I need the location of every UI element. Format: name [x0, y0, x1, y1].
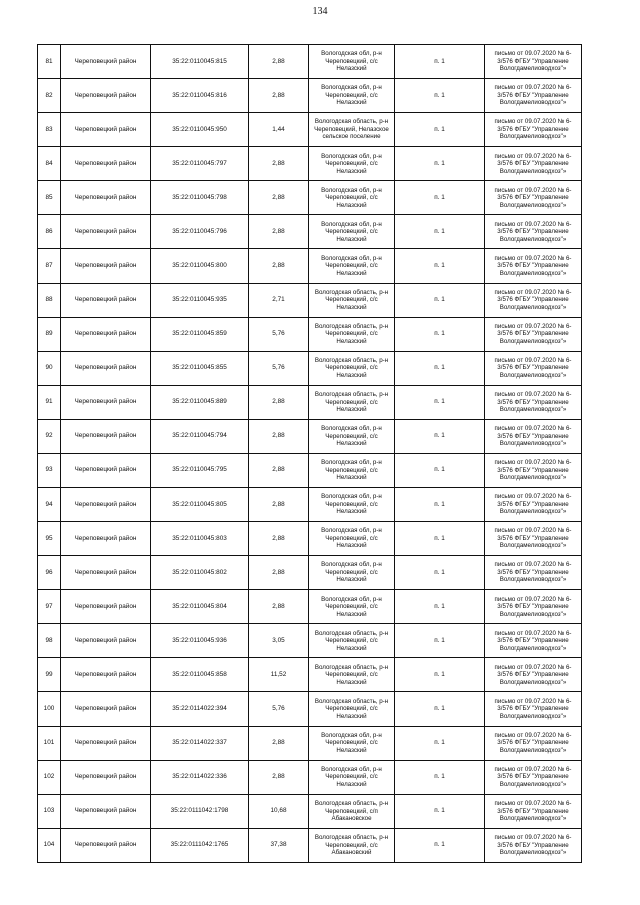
reference-letter-cell: письмо от 09.07.2020 № 6-3/576 ФГБУ "Управление Вологдамелиоводхоз"»	[485, 385, 582, 419]
reference-letter-cell: письмо от 09.07.2020 № 6-3/576 ФГБУ "Управление Вологдамелиоводхоз"»	[485, 828, 582, 862]
reference-letter-cell: письмо от 09.07.2020 № 6-3/576 ФГБУ "Управление Вологдамелиоводхоз"»	[485, 351, 582, 385]
district-cell: Череповецкий район	[61, 351, 151, 385]
district-cell: Череповецкий район	[61, 283, 151, 317]
area-cell: 2,88	[249, 488, 309, 522]
item-cell: п. 1	[395, 419, 485, 453]
row-number-cell: 86	[38, 215, 61, 249]
item-cell: п. 1	[395, 488, 485, 522]
item-cell: п. 1	[395, 590, 485, 624]
item-cell: п. 1	[395, 45, 485, 79]
reference-letter-cell: письмо от 09.07.2020 № 6-3/576 ФГБУ "Управление Вологдамелиоводхоз"»	[485, 658, 582, 692]
area-cell: 2,88	[249, 181, 309, 215]
row-number-cell: 94	[38, 488, 61, 522]
district-cell: Череповецкий район	[61, 590, 151, 624]
address-cell: Вологодская область, р-н Череповецкий, с/с Нелазский	[309, 351, 395, 385]
reference-letter-cell: письмо от 09.07.2020 № 6-3/576 ФГБУ "Управление Вологдамелиоводхоз"»	[485, 317, 582, 351]
row-number-cell: 84	[38, 147, 61, 181]
area-cell: 10,68	[249, 794, 309, 828]
area-cell: 5,76	[249, 317, 309, 351]
area-cell: 2,88	[249, 385, 309, 419]
reference-letter-cell: письмо от 09.07.2020 № 6-3/576 ФГБУ "Управление Вологдамелиоводхоз"»	[485, 590, 582, 624]
item-cell: п. 1	[395, 658, 485, 692]
address-cell: Вологодская область, р-н Череповецкий, с/с Нелазский	[309, 624, 395, 658]
table-row	[38, 624, 582, 658]
cadastral-number-cell: 35:22:0110045:795	[151, 453, 249, 487]
area-cell: 37,38	[249, 828, 309, 862]
item-cell: п. 1	[395, 828, 485, 862]
district-cell: Череповецкий район	[61, 45, 151, 79]
area-cell: 2,88	[249, 760, 309, 794]
item-cell: п. 1	[395, 726, 485, 760]
item-cell: п. 1	[395, 351, 485, 385]
cadastral-number-cell: 35:22:0111042:1798	[151, 794, 249, 828]
district-cell: Череповецкий район	[61, 215, 151, 249]
district-cell: Череповецкий район	[61, 419, 151, 453]
address-cell: Вологодская область, р-н Череповецкий, с/с Абакановский	[309, 828, 395, 862]
reference-letter-cell: письмо от 09.07.2020 № 6-3/576 ФГБУ "Управление Вологдамелиоводхоз"»	[485, 113, 582, 147]
cadastral-number-cell: 35:22:0110045:816	[151, 79, 249, 113]
address-cell: Вологодская обл, р-н Череповецкий, с/с Нелазский	[309, 590, 395, 624]
address-cell: Вологодская обл, р-н Череповецкий, с/с Нелазский	[309, 453, 395, 487]
row-number-cell: 88	[38, 283, 61, 317]
cadastral-number-cell: 35:22:0110045:859	[151, 317, 249, 351]
cadastral-number-cell: 35:22:0111042:1765	[151, 828, 249, 862]
district-cell: Череповецкий район	[61, 385, 151, 419]
table-row	[38, 45, 582, 79]
district-cell: Череповецкий район	[61, 726, 151, 760]
cadastral-number-cell: 35:22:0110045:798	[151, 181, 249, 215]
reference-letter-cell: письмо от 09.07.2020 № 6-3/576 ФГБУ "Управление Вологдамелиоводхоз"»	[485, 522, 582, 556]
row-number-cell: 99	[38, 658, 61, 692]
table-row	[38, 590, 582, 624]
cadastral-number-cell: 35:22:0114022:336	[151, 760, 249, 794]
cadastral-number-cell: 35:22:0110045:794	[151, 419, 249, 453]
area-cell: 5,76	[249, 692, 309, 726]
row-number-cell: 92	[38, 419, 61, 453]
district-cell: Череповецкий район	[61, 488, 151, 522]
cadastral-number-cell: 35:22:0110045:803	[151, 522, 249, 556]
district-cell: Череповецкий район	[61, 828, 151, 862]
cadastral-number-cell: 35:22:0110045:936	[151, 624, 249, 658]
row-number-cell: 103	[38, 794, 61, 828]
address-cell: Вологодская область, р-н Череповецкий, с/с Нелазский	[309, 283, 395, 317]
district-cell: Череповецкий район	[61, 113, 151, 147]
row-number-cell: 100	[38, 692, 61, 726]
district-cell: Череповецкий район	[61, 147, 151, 181]
row-number-cell: 104	[38, 828, 61, 862]
reference-letter-cell: письмо от 09.07.2020 № 6-3/576 ФГБУ "Управление Вологдамелиоводхоз"»	[485, 283, 582, 317]
row-number-cell: 101	[38, 726, 61, 760]
area-cell: 5,76	[249, 351, 309, 385]
table-row	[38, 692, 582, 726]
cadastral-number-cell: 35:22:0110045:858	[151, 658, 249, 692]
item-cell: п. 1	[395, 385, 485, 419]
table-row	[38, 522, 582, 556]
item-cell: п. 1	[395, 522, 485, 556]
district-cell: Череповецкий район	[61, 760, 151, 794]
address-cell: Вологодская обл, р-н Череповецкий, с/с Нелазский	[309, 556, 395, 590]
area-cell: 2,88	[249, 590, 309, 624]
cadastral-number-cell: 35:22:0110045:889	[151, 385, 249, 419]
table-row	[38, 556, 582, 590]
item-cell: п. 1	[395, 249, 485, 283]
area-cell: 2,88	[249, 249, 309, 283]
table-row	[38, 385, 582, 419]
table-row	[38, 249, 582, 283]
district-cell: Череповецкий район	[61, 692, 151, 726]
cadastral-number-cell: 35:22:0110045:950	[151, 113, 249, 147]
address-cell: Вологодская обл, р-н Череповецкий, с/с Нелазский	[309, 419, 395, 453]
area-cell: 2,71	[249, 283, 309, 317]
item-cell: п. 1	[395, 794, 485, 828]
cadastral-number-cell: 35:22:0110045:935	[151, 283, 249, 317]
row-number-cell: 85	[38, 181, 61, 215]
cadastral-number-cell: 35:22:0110045:805	[151, 488, 249, 522]
reference-letter-cell: письмо от 09.07.2020 № 6-3/576 ФГБУ "Управление Вологдамелиоводхоз"»	[485, 794, 582, 828]
row-number-cell: 83	[38, 113, 61, 147]
address-cell: Вологодская область, р-н Череповецкий, с/с Нелазский	[309, 385, 395, 419]
address-cell: Вологодская обл, р-н Череповецкий, с/с Нелазский	[309, 181, 395, 215]
table-row	[38, 181, 582, 215]
area-cell: 1,44	[249, 113, 309, 147]
address-cell: Вологодская обл, р-н Череповецкий, с/с Нелазский	[309, 147, 395, 181]
row-number-cell: 82	[38, 79, 61, 113]
table-row	[38, 488, 582, 522]
cadastral-number-cell: 35:22:0110045:815	[151, 45, 249, 79]
district-cell: Череповецкий район	[61, 79, 151, 113]
reference-letter-cell: письмо от 09.07.2020 № 6-3/576 ФГБУ "Управление Вологдамелиоводхоз"»	[485, 488, 582, 522]
reference-letter-cell: письмо от 09.07.2020 № 6-3/576 ФГБУ "Управление Вологдамелиоводхоз"»	[485, 726, 582, 760]
row-number-cell: 97	[38, 590, 61, 624]
table-row	[38, 215, 582, 249]
row-number-cell: 98	[38, 624, 61, 658]
row-number-cell: 95	[38, 522, 61, 556]
table-row	[38, 79, 582, 113]
cadastral-number-cell: 35:22:0114022:337	[151, 726, 249, 760]
reference-letter-cell: письмо от 09.07.2020 № 6-3/576 ФГБУ "Управление Вологдамелиоводхоз"»	[485, 45, 582, 79]
district-cell: Череповецкий район	[61, 794, 151, 828]
area-cell: 2,88	[249, 215, 309, 249]
cadastral-number-cell: 35:22:0110045:855	[151, 351, 249, 385]
land-plots-table	[37, 44, 582, 863]
address-cell: Вологодская область, р-н Череповецкий, Нелазское сельское поселение	[309, 113, 395, 147]
area-cell: 2,88	[249, 147, 309, 181]
table-row	[38, 794, 582, 828]
area-cell: 11,52	[249, 658, 309, 692]
cadastral-number-cell: 35:22:0110045:802	[151, 556, 249, 590]
reference-letter-cell: письмо от 09.07.2020 № 6-3/576 ФГБУ "Управление Вологдамелиоводхоз"»	[485, 419, 582, 453]
row-number-cell: 96	[38, 556, 61, 590]
district-cell: Череповецкий район	[61, 624, 151, 658]
district-cell: Череповецкий район	[61, 658, 151, 692]
area-cell: 2,88	[249, 45, 309, 79]
table-row	[38, 317, 582, 351]
address-cell: Вологодская обл, р-н Череповецкий, с/с Нелазский	[309, 249, 395, 283]
table-row	[38, 283, 582, 317]
reference-letter-cell: письмо от 09.07.2020 № 6-3/576 ФГБУ "Управление Вологдамелиоводхоз"»	[485, 692, 582, 726]
district-cell: Череповецкий район	[61, 453, 151, 487]
table-row	[38, 453, 582, 487]
table-row	[38, 419, 582, 453]
district-cell: Череповецкий район	[61, 317, 151, 351]
area-cell: 2,88	[249, 726, 309, 760]
reference-letter-cell: письмо от 09.07.2020 № 6-3/576 ФГБУ "Управление Вологдамелиоводхоз"»	[485, 453, 582, 487]
row-number-cell: 90	[38, 351, 61, 385]
table-row	[38, 351, 582, 385]
reference-letter-cell: письмо от 09.07.2020 № 6-3/576 ФГБУ "Управление Вологдамелиоводхоз"»	[485, 249, 582, 283]
reference-letter-cell: письмо от 09.07.2020 № 6-3/576 ФГБУ "Управление Вологдамелиоводхоз"»	[485, 147, 582, 181]
address-cell: Вологодская обл, р-н Череповецкий, с/с Нелазский	[309, 760, 395, 794]
address-cell: Вологодская обл, р-н Череповецкий, с/с Нелазский	[309, 79, 395, 113]
item-cell: п. 1	[395, 624, 485, 658]
item-cell: п. 1	[395, 215, 485, 249]
item-cell: п. 1	[395, 453, 485, 487]
reference-letter-cell: письмо от 09.07.2020 № 6-3/576 ФГБУ "Управление Вологдамелиоводхоз"»	[485, 181, 582, 215]
address-cell: Вологодская обл, р-н Череповецкий, с/с Нелазский	[309, 522, 395, 556]
row-number-cell: 87	[38, 249, 61, 283]
table-row	[38, 828, 582, 862]
area-cell: 2,88	[249, 453, 309, 487]
item-cell: п. 1	[395, 113, 485, 147]
address-cell: Вологодская обл, р-н Череповецкий, с/с Нелазский	[309, 488, 395, 522]
address-cell: Вологодская обл, р-н Череповецкий, с/с Нелазский	[309, 726, 395, 760]
cadastral-number-cell: 35:22:0114022:394	[151, 692, 249, 726]
cadastral-number-cell: 35:22:0110045:797	[151, 147, 249, 181]
table-row	[38, 760, 582, 794]
address-cell: Вологодская область, р-н Череповецкий, с/с Нелазский	[309, 692, 395, 726]
table-row	[38, 147, 582, 181]
cadastral-number-cell: 35:22:0110045:804	[151, 590, 249, 624]
table-row	[38, 658, 582, 692]
area-cell: 2,88	[249, 556, 309, 590]
item-cell: п. 1	[395, 760, 485, 794]
address-cell: Вологодская область, р-н Череповецкий, с/п Абакановское	[309, 794, 395, 828]
item-cell: п. 1	[395, 283, 485, 317]
item-cell: п. 1	[395, 181, 485, 215]
row-number-cell: 102	[38, 760, 61, 794]
district-cell: Череповецкий район	[61, 556, 151, 590]
item-cell: п. 1	[395, 317, 485, 351]
district-cell: Череповецкий район	[61, 181, 151, 215]
reference-letter-cell: письмо от 09.07.2020 № 6-3/576 ФГБУ "Управление Вологдамелиоводхоз"»	[485, 760, 582, 794]
address-cell: Вологодская область, р-н Череповецкий, с/с Нелазский	[309, 317, 395, 351]
row-number-cell: 91	[38, 385, 61, 419]
address-cell: Вологодская область, р-н Череповецкий, с/с Нелазский	[309, 658, 395, 692]
page-number: 134	[312, 6, 328, 17]
cadastral-number-cell: 35:22:0110045:796	[151, 215, 249, 249]
reference-letter-cell: письмо от 09.07.2020 № 6-3/576 ФГБУ "Управление Вологдамелиоводхоз"»	[485, 215, 582, 249]
item-cell: п. 1	[395, 147, 485, 181]
item-cell: п. 1	[395, 556, 485, 590]
row-number-cell: 81	[38, 45, 61, 79]
area-cell: 2,88	[249, 419, 309, 453]
address-cell: Вологодская обл, р-н Череповецкий, с/с Нелазский	[309, 45, 395, 79]
reference-letter-cell: письмо от 09.07.2020 № 6-3/576 ФГБУ "Управление Вологдамелиоводхоз"»	[485, 556, 582, 590]
area-cell: 3,05	[249, 624, 309, 658]
item-cell: п. 1	[395, 79, 485, 113]
district-cell: Череповецкий район	[61, 522, 151, 556]
area-cell: 2,88	[249, 79, 309, 113]
table-row	[38, 726, 582, 760]
reference-letter-cell: письмо от 09.07.2020 № 6-3/576 ФГБУ "Управление Вологдамелиоводхоз"»	[485, 79, 582, 113]
district-cell: Череповецкий район	[61, 249, 151, 283]
cadastral-number-cell: 35:22:0110045:800	[151, 249, 249, 283]
table-row	[38, 113, 582, 147]
row-number-cell: 89	[38, 317, 61, 351]
item-cell: п. 1	[395, 692, 485, 726]
row-number-cell: 93	[38, 453, 61, 487]
area-cell: 2,88	[249, 522, 309, 556]
reference-letter-cell: письмо от 09.07.2020 № 6-3/576 ФГБУ "Управление Вологдамелиоводхоз"»	[485, 624, 582, 658]
address-cell: Вологодская обл, р-н Череповецкий, с/с Нелазский	[309, 215, 395, 249]
